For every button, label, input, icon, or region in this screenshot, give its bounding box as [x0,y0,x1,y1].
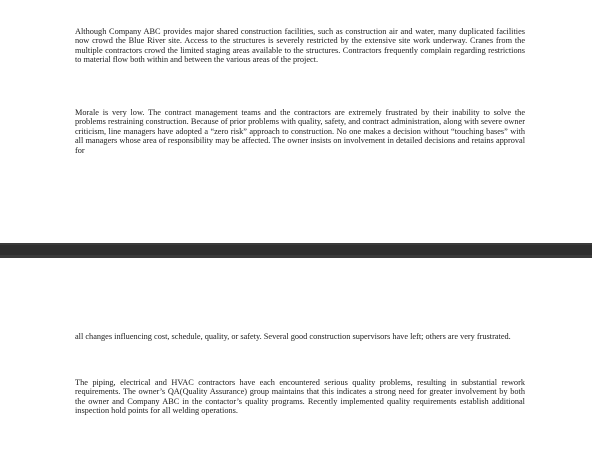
paragraph-quality-problems: The piping, electrical and HVAC contractors have each encountered serious quality problems, resulting in substantial rework requirements. The owner’s QA(Quality Assurance) group maintains that this indicates a strong need for greater involvement by both the owner and Company ABC in the contactor’s quality programs. Recently implemented quality requirements establish additional inspection hold points for all welding operations. [75,378,525,416]
paragraph-shared-facilities: Although Company ABC provides major shared construction facilities, such as construction air and water, many duplicated facilities now crowd the Blue River site. Access to the structures is severely restricted by the extensive site work underway. Cranes from the multiple contractors crowd the limited staging areas available to the structures. Contractors frequently complain regarding restrictions to material flow both within and between the various areas of the project. [75,27,525,65]
paragraph-morale: Morale is very low. The contract management teams and the contractors are extremely frustrated by their inability to solve the problems restraining construction. Because of prior problems with quality, safety, and contract administration, along with severe owner criticism, line managers have adopted a “zero risk” approach to construction. No one makes a decision without “touching bases” with all managers whose area of responsibility may be affected. The owner insists on involvement in detailed decisions and retains approval for [75,108,525,155]
document-page-bottom [0,258,592,455]
paragraph-continued-changes: all changes influencing cost, schedule, quality, or safety. Several good construction supervisors have left; others are very frustrated. [75,332,511,341]
page-separator [0,243,592,258]
cut-off-line-fragment [75,0,95,1]
